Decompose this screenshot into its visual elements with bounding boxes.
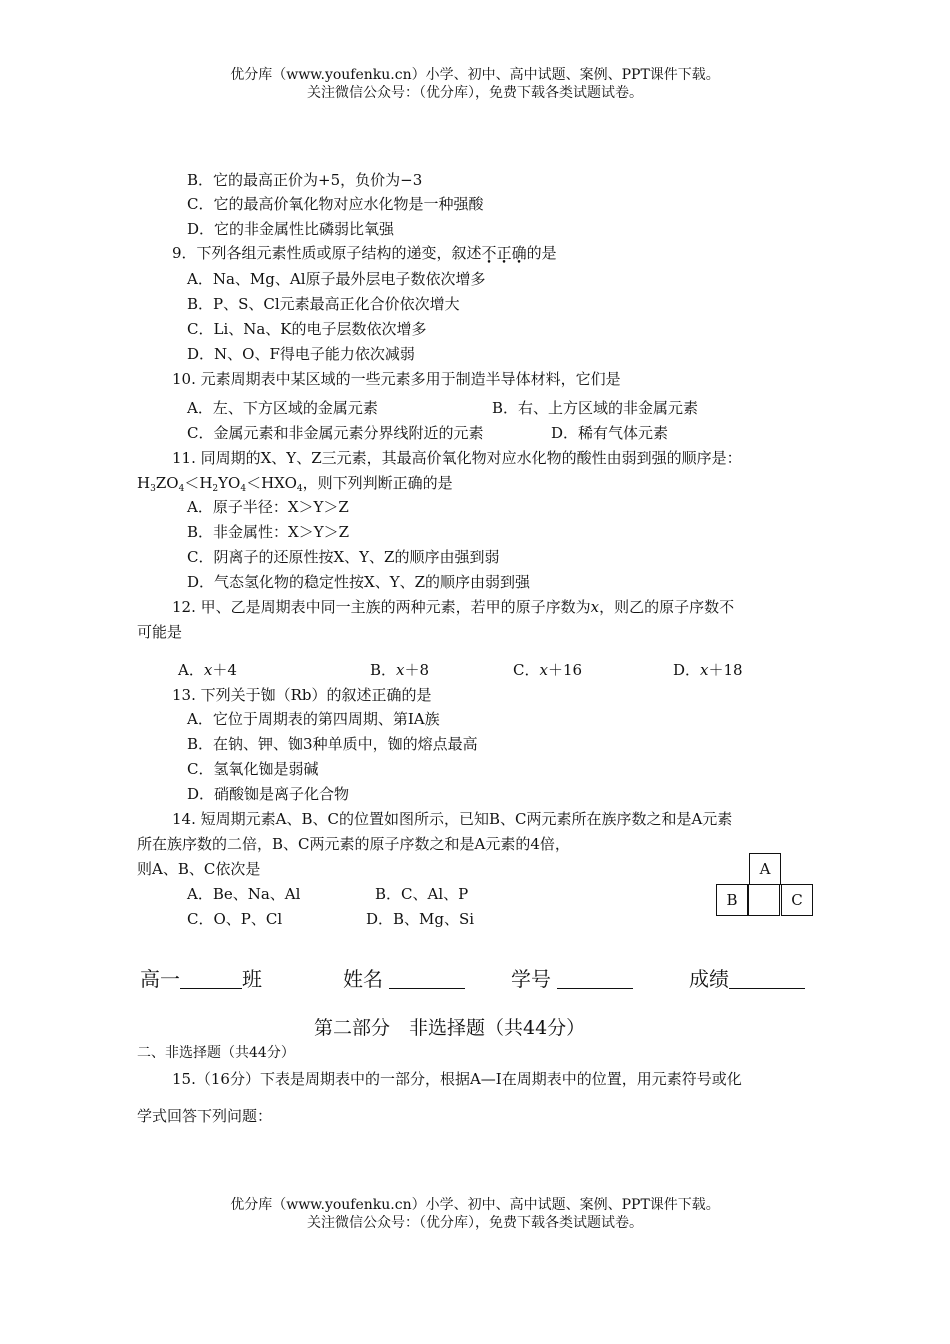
q12-stem-line-1: 12. 甲、乙是周期表中同一主族的两种元素，若甲的原子序数为x，则乙的原子序数不 <box>172 598 735 616</box>
q14-option-c: C．O、P、Cl <box>187 910 283 928</box>
q14-stem-line-2: 所在族序数的二倍，B、C两元素的原子序数之和是A元素的4倍， <box>137 835 570 853</box>
name-label: 姓名 <box>343 967 383 991</box>
section-heading: 二、非选择题（共44分） <box>137 1045 295 1061</box>
q14-option-d: D．B、Mg、Si <box>366 910 475 928</box>
q12-option-c: C．x＋16 <box>513 661 583 679</box>
q12-option-b: B．x＋8 <box>370 661 430 679</box>
q9-emphasis-char-3: 确 <box>511 244 527 262</box>
q12-option-a: A．x＋4 <box>178 661 237 679</box>
q10-option-d: D．稀有气体元素 <box>551 424 669 442</box>
class-blank[interactable] <box>180 970 242 989</box>
q12-option-d: D．x＋18 <box>673 661 743 679</box>
q9-option-a: A．Na、Mg、Al原子最外层电子数依次增多 <box>187 270 486 288</box>
header-line-1: 优分库（www.youfenku.cn）小学、初中、高中试题、案例、PPT课件下载。 <box>230 67 720 83</box>
q11-option-c: C．阴离子的还原性按X、Y、Z的顺序由强到弱 <box>187 548 500 566</box>
q9-emphasis-char-1: 不 <box>481 244 497 262</box>
q14-option-b: B．C、Al、P <box>375 885 469 903</box>
q12-stem-line-2: 可能是 <box>137 623 183 641</box>
q13-option-d: D．硝酸铷是离子化合物 <box>187 785 350 803</box>
q11-formula-1: $H_3ZO_4$ <box>137 474 185 494</box>
q15-stem-line-2: 学式回答下列问题： <box>137 1107 273 1125</box>
q14-option-a: A．Be、Na、Al <box>187 885 301 903</box>
class-label: 班 <box>242 967 262 991</box>
name-field <box>343 966 465 992</box>
q8-option-b: B．它的最高正价为+5，负价为−3 <box>187 171 423 189</box>
q11-option-b: B．非金属性：X＞Y＞Z <box>187 523 350 541</box>
q9-option-b: B．P、S、Cl元素最高正化合价依次增大 <box>187 295 460 313</box>
q9-option-c: C．Li、Na、K的电子层数依次增多 <box>187 320 427 338</box>
q10-option-b: B．右、上方区域的非金属元素 <box>492 399 699 417</box>
footer-line-2: 关注微信公众号：（优分库），免费下载各类试题试卷。 <box>307 1215 643 1231</box>
q14-stem-line-3: 则A、B、C依次是 <box>137 860 261 878</box>
q9-emphasis-char-2: 正 <box>496 244 512 262</box>
q15-stem-line-1: 15.（16分）下表是周期表中的一部分，根据A—I在周期表中的位置，用元素符号或化 <box>172 1070 742 1088</box>
q13-option-c: C．氢氧化铷是弱碱 <box>187 760 319 778</box>
number-field <box>511 966 633 992</box>
figure-cell-c: C <box>781 884 813 916</box>
q11-stem-line-1: 11. 同周期的X、Y、Z三元素，其最高价氧化物对应水化物的酸性由弱到强的顺序是： <box>172 449 742 467</box>
q8-option-c: C．它的最高价氧化物对应水化物是一种强酸 <box>187 195 484 213</box>
q11-option-a: A．原子半径：X＞Y＞Z <box>187 498 349 516</box>
part2-title: 第二部分 非选择题（共44分） <box>314 1017 586 1039</box>
name-blank[interactable] <box>389 970 465 989</box>
q11-option-d: D．气态氢化物的稳定性按X、Y、Z的顺序由弱到强 <box>187 573 531 591</box>
q9-stem <box>172 243 557 263</box>
header-line-2: 关注微信公众号：（优分库），免费下载各类试题试卷。 <box>307 85 643 101</box>
q11-formula-2: $H_2YO_4$ <box>199 474 247 494</box>
q9-option-d: D．N、O、F得电子能力依次减弱 <box>187 345 415 363</box>
q10-option-c: C．金属元素和非金属元素分界线附近的元素 <box>187 424 484 442</box>
q11-less-than-2: ＜ <box>246 474 262 492</box>
q13-option-b: B．在钠、钾、铷3种单质中，铷的熔点最高 <box>187 735 478 753</box>
number-label: 学号 <box>511 967 551 991</box>
q12-variable: x <box>590 598 600 616</box>
student-info-line <box>140 966 262 992</box>
q8-option-d: D．它的非金属性比磷弱比氧强 <box>187 220 395 238</box>
score-label: 成绩 <box>689 967 729 991</box>
q14-stem-line-1: 14. 短周期元素A、B、C的位置如图所示，已知B、C两元素所在族序数之和是A元素 <box>172 810 733 828</box>
q13-option-a: A．它位于周期表的第四周期、第ⅠA族 <box>187 710 440 728</box>
figure-cell-empty <box>748 884 780 916</box>
q11-stem-line-2 <box>137 473 453 499</box>
number-blank[interactable] <box>557 970 633 989</box>
q11-formula-3: $HXO_4$ <box>261 474 303 494</box>
figure-cell-a: A <box>749 853 781 885</box>
figure-cell-b: B <box>716 884 748 916</box>
score-field <box>689 966 805 992</box>
q9-stem-prefix: 9．下列各组元素性质或原子结构的递变，叙述 <box>172 244 482 262</box>
grade-label: 高一 <box>140 967 180 991</box>
q11-stem-tail: ，则下列判断正确的是 <box>302 474 453 492</box>
q11-less-than-1: ＜ <box>184 474 200 492</box>
q10-stem: 10. 元素周期表中某区域的一些元素多用于制造半导体材料，它们是 <box>172 370 621 388</box>
score-blank[interactable] <box>729 970 805 989</box>
footer-line-1: 优分库（www.youfenku.cn）小学、初中、高中试题、案例、PPT课件下载。 <box>230 1197 720 1213</box>
q9-stem-suffix: 的是 <box>526 244 557 262</box>
q10-option-a: A．左、下方区域的金属元素 <box>187 399 378 417</box>
q13-stem: 13. 下列关于铷（Rb）的叙述正确的是 <box>172 686 432 704</box>
